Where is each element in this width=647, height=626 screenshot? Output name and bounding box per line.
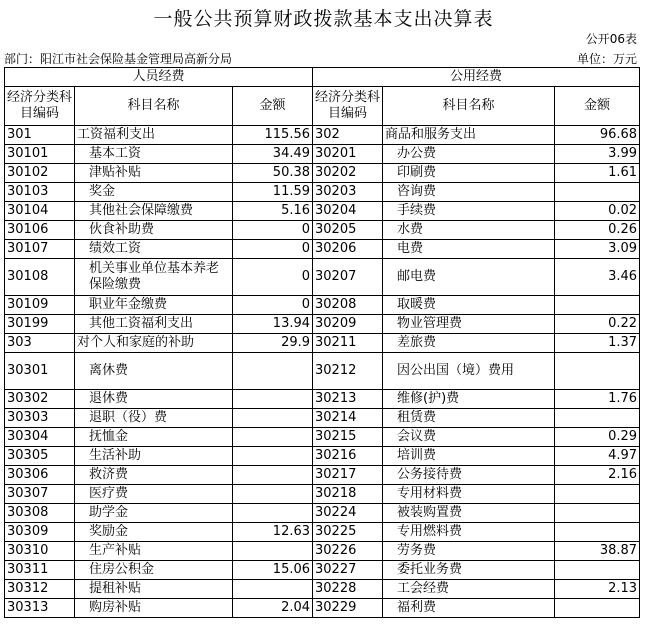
row-name-cell: 提租补贴 (75, 580, 233, 599)
row-name-cell: 其他工资福利支出 (75, 315, 233, 334)
row-name-cell: 其他社会保障缴费 (75, 202, 233, 221)
row-amount-cell: 0.26 (555, 221, 640, 240)
row-amount-cell (555, 504, 640, 523)
row-amount-cell: 2.04 (233, 599, 313, 618)
row-name-cell: 奖励金 (75, 523, 233, 542)
row-amount-cell: 0 (233, 240, 313, 259)
row-code-cell: 30301 (5, 353, 75, 390)
row-amount-cell: 3.09 (555, 240, 640, 259)
row-code-cell: 30310 (5, 542, 75, 561)
row-name-cell: 会议费 (383, 428, 555, 447)
row-code-cell: 30207 (313, 259, 383, 296)
row-name-cell: 取暖费 (383, 296, 555, 315)
public-section-header: 公用经费 (313, 68, 640, 87)
row-code-cell: 30199 (5, 315, 75, 334)
row-amount-cell: 1.37 (555, 334, 640, 353)
row-code-cell: 30103 (5, 183, 75, 202)
row-name-cell: 奖金 (75, 183, 233, 202)
table-row (5, 390, 640, 409)
row-amount-cell (555, 183, 640, 202)
table-row (5, 221, 640, 240)
row-code-cell: 30203 (313, 183, 383, 202)
row-code-cell: 30106 (5, 221, 75, 240)
row-name-cell: 劳务费 (383, 542, 555, 561)
row-name-cell: 对个人和家庭的补助 (75, 334, 233, 353)
row-amount-cell (233, 580, 313, 599)
table-row (5, 599, 640, 618)
row-amount-cell (555, 523, 640, 542)
row-amount-cell (233, 353, 313, 390)
row-name-cell: 电费 (383, 240, 555, 259)
row-code-cell: 30213 (313, 390, 383, 409)
row-name-cell: 邮电费 (383, 259, 555, 296)
row-code-cell: 30109 (5, 296, 75, 315)
row-name-cell: 专用材料费 (383, 485, 555, 504)
row-code-cell: 30309 (5, 523, 75, 542)
table-row (5, 145, 640, 164)
row-amount-cell: 0 (233, 296, 313, 315)
row-name-cell: 委托业务费 (383, 561, 555, 580)
row-amount-cell: 1.61 (555, 164, 640, 183)
row-amount-cell (233, 409, 313, 428)
row-amount-cell (233, 504, 313, 523)
row-name-cell: 生活补助 (75, 447, 233, 466)
row-amount-cell (233, 485, 313, 504)
row-amount-cell (555, 485, 640, 504)
row-amount-cell (233, 447, 313, 466)
row-code-cell: 30228 (313, 580, 383, 599)
row-code-cell: 30313 (5, 599, 75, 618)
table-row (5, 183, 640, 202)
table-row (5, 240, 640, 259)
row-amount-cell (555, 296, 640, 315)
row-name-cell: 伙食补助费 (75, 221, 233, 240)
row-name-cell: 办公费 (383, 145, 555, 164)
personnel-section-header: 人员经费 (5, 68, 313, 87)
table-row (5, 561, 640, 580)
row-name-cell: 差旅费 (383, 334, 555, 353)
row-amount-cell (555, 561, 640, 580)
row-amount-cell: 0.29 (555, 428, 640, 447)
table-row (5, 523, 640, 542)
row-amount-cell: 0 (233, 221, 313, 240)
row-code-cell: 30306 (5, 466, 75, 485)
row-name-cell: 机关事业单位基本养老保险缴费 (75, 259, 233, 296)
row-amount-cell: 11.59 (233, 183, 313, 202)
row-name-cell: 津贴补贴 (75, 164, 233, 183)
row-name-cell: 绩效工资 (75, 240, 233, 259)
table-row (5, 334, 640, 353)
row-amount-cell: 115.56 (233, 126, 313, 145)
row-amount-cell (555, 353, 640, 390)
row-amount-cell (233, 466, 313, 485)
row-amount-cell: 2.16 (555, 466, 640, 485)
row-amount-cell (233, 542, 313, 561)
row-amount-cell: 0 (233, 259, 313, 296)
report-title: 一般公共预算财政拨款基本支出决算表 (153, 8, 494, 30)
row-code-cell: 30225 (313, 523, 383, 542)
row-code-cell: 30304 (5, 428, 75, 447)
row-name-cell: 维修(护)费 (383, 390, 555, 409)
column-header-code: 经济分类科目编码 (5, 87, 75, 126)
row-code-cell: 30104 (5, 202, 75, 221)
row-amount-cell (555, 599, 640, 618)
table-row (5, 315, 640, 334)
row-code-cell: 30215 (313, 428, 383, 447)
row-amount-cell: 1.76 (555, 390, 640, 409)
row-amount-cell: 15.06 (233, 561, 313, 580)
row-code-cell: 30205 (313, 221, 383, 240)
row-code-cell: 30312 (5, 580, 75, 599)
row-code-cell: 30208 (313, 296, 383, 315)
row-code-cell: 30226 (313, 542, 383, 561)
row-name-cell: 医疗费 (75, 485, 233, 504)
row-amount-cell (233, 428, 313, 447)
row-code-cell: 30218 (313, 485, 383, 504)
column-header-name: 科目名称 (383, 87, 555, 126)
row-code-cell: 30107 (5, 240, 75, 259)
row-amount-cell: 3.46 (555, 259, 640, 296)
row-name-cell: 手续费 (383, 202, 555, 221)
row-code-cell: 30206 (313, 240, 383, 259)
row-name-cell: 商品和服务支出 (383, 126, 555, 145)
row-amount-cell: 96.68 (555, 126, 640, 145)
table-row (5, 466, 640, 485)
row-amount-cell: 5.16 (233, 202, 313, 221)
form-number: 公开06表 (585, 32, 637, 46)
row-name-cell: 工会经费 (383, 580, 555, 599)
row-code-cell: 30216 (313, 447, 383, 466)
table-row (5, 580, 640, 599)
row-amount-cell: 0.02 (555, 202, 640, 221)
row-code-cell: 303 (5, 334, 75, 353)
table-row (5, 542, 640, 561)
table-row (5, 126, 640, 145)
row-amount-cell (555, 409, 640, 428)
row-name-cell: 基本工资 (75, 145, 233, 164)
unit-label: 单位：万元 (576, 52, 637, 66)
table-row (5, 409, 640, 428)
table-row (5, 202, 640, 221)
row-name-cell: 物业管理费 (383, 315, 555, 334)
row-name-cell: 公务接待费 (383, 466, 555, 485)
column-header-amount: 金额 (233, 87, 313, 126)
row-code-cell: 30211 (313, 334, 383, 353)
column-header-name: 科目名称 (75, 87, 233, 126)
row-name-cell: 退职（役）费 (75, 409, 233, 428)
row-amount-cell: 12.63 (233, 523, 313, 542)
row-name-cell: 印刷费 (383, 164, 555, 183)
department-label: 部门：阳江市社会保险基金管理局高新分局 (4, 52, 233, 66)
row-code-cell: 302 (313, 126, 383, 145)
row-code-cell: 30108 (5, 259, 75, 296)
row-name-cell: 工资福利支出 (75, 126, 233, 145)
table-row (5, 447, 640, 466)
row-code-cell: 30308 (5, 504, 75, 523)
row-amount-cell: 34.49 (233, 145, 313, 164)
row-code-cell: 30202 (313, 164, 383, 183)
row-name-cell: 救济费 (75, 466, 233, 485)
table-row (5, 259, 640, 296)
row-name-cell: 退休费 (75, 390, 233, 409)
row-code-cell: 30102 (5, 164, 75, 183)
row-name-cell: 抚恤金 (75, 428, 233, 447)
row-amount-cell: 2.13 (555, 580, 640, 599)
row-code-cell: 30229 (313, 599, 383, 618)
table-row (5, 353, 640, 390)
row-amount-cell: 3.99 (555, 145, 640, 164)
row-code-cell: 30224 (313, 504, 383, 523)
column-header-code: 经济分类科目编码 (313, 87, 383, 126)
expenditure-table (4, 67, 640, 618)
row-code-cell: 30209 (313, 315, 383, 334)
row-code-cell: 30212 (313, 353, 383, 390)
row-name-cell: 生产补贴 (75, 542, 233, 561)
table-row (5, 428, 640, 447)
row-code-cell: 30214 (313, 409, 383, 428)
row-amount-cell (233, 390, 313, 409)
row-name-cell: 助学金 (75, 504, 233, 523)
table-row (5, 296, 640, 315)
row-name-cell: 专用燃料费 (383, 523, 555, 542)
row-code-cell: 30201 (313, 145, 383, 164)
row-code-cell: 30311 (5, 561, 75, 580)
row-name-cell: 水费 (383, 221, 555, 240)
row-code-cell: 30217 (313, 466, 383, 485)
row-name-cell: 购房补贴 (75, 599, 233, 618)
row-name-cell: 租赁费 (383, 409, 555, 428)
table-row (5, 485, 640, 504)
column-header-amount: 金额 (555, 87, 640, 126)
row-name-cell: 离休费 (75, 353, 233, 390)
row-name-cell: 因公出国（境）费用 (383, 353, 555, 390)
row-code-cell: 30204 (313, 202, 383, 221)
row-amount-cell: 50.38 (233, 164, 313, 183)
row-code-cell: 30305 (5, 447, 75, 466)
row-code-cell: 30307 (5, 485, 75, 504)
table-row (5, 164, 640, 183)
row-code-cell: 30227 (313, 561, 383, 580)
row-name-cell: 被装购置费 (383, 504, 555, 523)
row-name-cell: 咨询费 (383, 183, 555, 202)
row-amount-cell: 13.94 (233, 315, 313, 334)
row-code-cell: 30303 (5, 409, 75, 428)
row-amount-cell: 29.9 (233, 334, 313, 353)
row-code-cell: 30302 (5, 390, 75, 409)
row-code-cell: 301 (5, 126, 75, 145)
table-row (5, 504, 640, 523)
row-amount-cell: 38.87 (555, 542, 640, 561)
row-amount-cell: 4.97 (555, 447, 640, 466)
row-name-cell: 住房公积金 (75, 561, 233, 580)
row-name-cell: 培训费 (383, 447, 555, 466)
row-name-cell: 福利费 (383, 599, 555, 618)
row-amount-cell: 0.22 (555, 315, 640, 334)
row-name-cell: 职业年金缴费 (75, 296, 233, 315)
row-code-cell: 30101 (5, 145, 75, 164)
